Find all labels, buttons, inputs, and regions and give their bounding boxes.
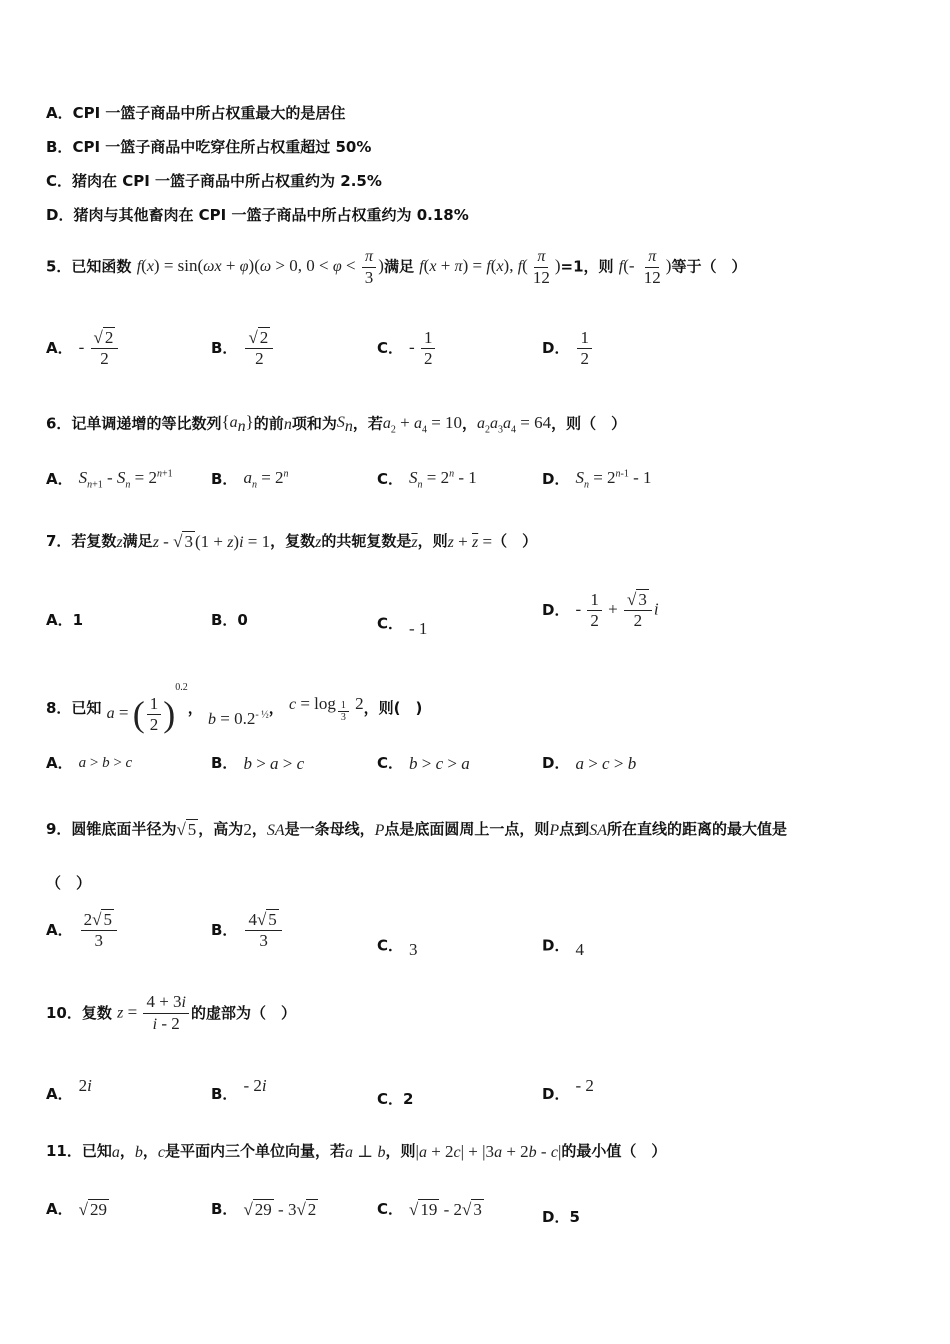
q11-stem: 11．已知a，b，c是平面内三个单位向量，若a ⊥ b，则|a + 2c| + |3a + 2b - c|的最小值（ ） [46, 1141, 667, 1161]
q5-condition-formula: f(x + π) = f(x), f( $\frac{\pi}{12}$ ) [419, 248, 561, 287]
q6-stem: 6．记单调递增的等比数列$\{a_n\}$的前n项和为$S_n$，若$a_2 + a_4 = 10$，$a_2a_3a_4 = 64$，则（ ） [46, 412, 627, 436]
q9-stem: 9．圆锥底面半径为√ 5 ，高为2，SA是一条母线，P点是底面圆周上一点，则P点到SA所在直线的距离的最大值是 [46, 819, 788, 839]
q7-stem: 7．若复数z满足z - √ 3 (1 + z)i = 1，复数z的共轭复数是$\overline{z}$，则$z + \overline{z}$ =（ ） [46, 531, 538, 551]
q5-function-formula: f(x) = sin(ωx + φ)(ω > 0, 0 < φ < $\frac{\pi}{3}$ ) [136, 248, 384, 287]
q4-option-d: D．猪肉与其他畜肉在 CPI 一篮子商品中所占权重约为 0.18% [46, 206, 469, 224]
q9-option-d: D． 4 [542, 936, 584, 959]
q10-option-a: A． 2i [46, 1076, 92, 1103]
q9-stem-end: （ ） [46, 874, 92, 892]
q9-option-b: B． $\frac{4√ 5}{3}$ [211, 910, 284, 951]
q4-option-a: A．CPI 一篮子商品中所占权重最大的是居住 [46, 104, 346, 122]
q9-option-a: A． $\frac{2√ 5}{3}$ [46, 910, 119, 951]
q10-option-d: D． - 2 [542, 1076, 594, 1103]
q8-b-definition: $b = 0.2^{- \frac{1}{2}}$ [208, 709, 269, 729]
q8-a-definition: a = ( $\frac{1}{2}$ )$^{0.2}$ [106, 682, 188, 735]
q6-sequence: $\{a_n\}$ [221, 412, 254, 436]
q6-option-a: A． $S_{n+1} - S_n = 2^{n+1}$ [46, 468, 173, 491]
q10-complex-formula: z = $\frac{4 + 3i}{i - 2}$ [117, 992, 191, 1035]
q5-option-b: B． $\frac{√ 2}{2}$ [211, 328, 275, 369]
q8-stem: 8．已知 a = ( $\frac{1}{2}$ )$^{0.2}$， $b = 0.2^{- \frac{1}{2}}$， c = log $_{\frac{1}{3}}$ 2，则( ) [46, 682, 423, 735]
q8-c-definition: c = log $_{\frac{1}{3}}$ 2 [288, 694, 364, 723]
q11-option-d: D．5 [542, 1208, 580, 1226]
q4-option-b: B．CPI 一篮子商品中吃穿住所占权重超过 50% [46, 138, 372, 156]
q7-option-a: A．1 [46, 611, 84, 629]
q9-option-c: C． 3 [377, 936, 418, 959]
q7-option-c: C． - 1 [377, 614, 428, 638]
q5-option-c: C． - $\frac{1}{2}$ [377, 328, 437, 369]
q6-option-b: B． $a_n = 2^n$ [211, 468, 289, 491]
q5-target-formula: f(- $\frac{\pi}{12}$ ) [618, 248, 672, 287]
q11-option-a: A． √ 29 [46, 1199, 107, 1219]
q5-option-d: D． $\frac{1}{2}$ [542, 328, 594, 369]
q8-option-a: A． a > b > c [46, 754, 133, 772]
q7-option-d: D． - $\frac{1}{2}$ + $\frac{√ 3}{2}$ i [542, 590, 659, 630]
q8-option-c: C． b > c > a [377, 753, 470, 773]
q11-option-c: C． √ 19 - 2√ 3 [377, 1199, 482, 1219]
q6-option-d: D． $S_n = 2^{n-1} - 1$ [542, 468, 652, 491]
q4-option-c: C．猪肉在 CPI 一篮子商品中所占权重约为 2.5% [46, 172, 382, 190]
q11-option-b: B． √ 29 - 3√ 2 [211, 1199, 317, 1219]
q8-option-b: B． b > a > c [211, 753, 305, 773]
q8-option-d: D． a > c > b [542, 753, 637, 773]
q10-stem: 10．复数 z = $\frac{4 + 3i}{i - 2}$ 的虚部为（ ） [46, 992, 296, 1033]
q6-option-c: C． $S_n = 2^n - 1$ [377, 468, 477, 491]
q5-stem: 5．已知函数 f(x) = sin(ωx + φ)(ω > 0, 0 < φ < $\frac{\pi}{3}$ )满足 f(x + π) = f(x), f( $\frac{\pi}{12}$ )=1，则 f(- $\frac{\pi}{12}$ )等于（ ） [46, 248, 747, 287]
q5-option-a: A． - $\frac{√ 2}{2}$ [46, 328, 120, 369]
q10-option-c: C．2 [377, 1090, 414, 1108]
q10-option-b: B． - 2i [211, 1076, 267, 1103]
q7-option-b: B．0 [211, 611, 248, 629]
